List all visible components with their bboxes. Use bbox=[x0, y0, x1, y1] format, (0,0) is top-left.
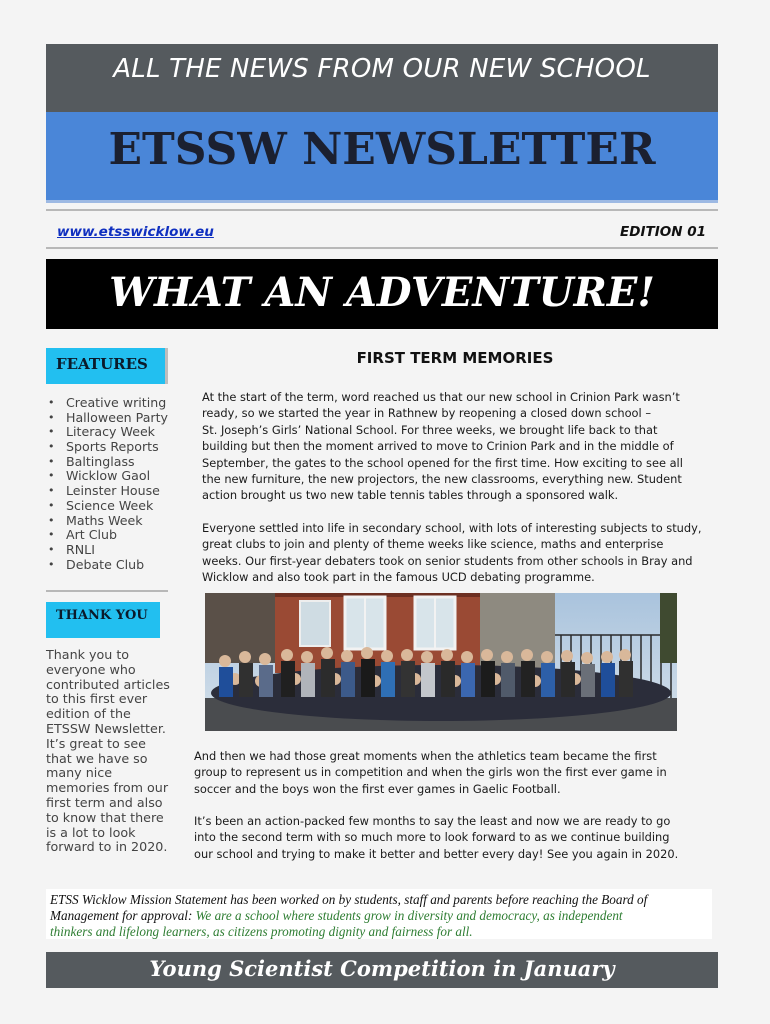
mission-intro-line-2: Management for approval: bbox=[50, 908, 196, 923]
text-line: to know that there bbox=[46, 809, 164, 825]
text-line: into the second term with so much more to look forward to as we continue building bbox=[194, 830, 670, 845]
article-paragraph-4 bbox=[194, 813, 678, 862]
thank-you-heading: THANK YOU bbox=[46, 602, 160, 638]
article-title: FIRST TERM MEMORIES bbox=[356, 349, 554, 367]
list-item: • Wicklow Gaol bbox=[46, 469, 168, 484]
text-line: memories from our bbox=[46, 780, 169, 796]
text-line: September, the gates to the school opened for the first time. How exciting to see all bbox=[202, 455, 683, 470]
text-line: to this first ever bbox=[46, 691, 148, 707]
newsletter-title: ETSSW NEWSLETTER bbox=[108, 124, 656, 175]
footer-banner-title: Young Scientist Competition in January bbox=[149, 956, 615, 981]
article-paragraph-3 bbox=[194, 748, 667, 797]
group-photo bbox=[205, 593, 677, 731]
text-line: forward to in 2020. bbox=[46, 839, 168, 855]
text-line: ready, so we started the year in Rathnew by reopening a closed down school – bbox=[202, 406, 652, 421]
text-line: everyone who bbox=[46, 661, 136, 677]
text-line: many nice bbox=[46, 765, 113, 781]
headline: WHAT AN ADVENTURE! bbox=[109, 269, 655, 316]
list-item: • Literacy Week bbox=[46, 425, 168, 440]
list-item: • Art Club bbox=[46, 528, 168, 543]
text-line: It’s been an action-packed few months to say the least and now we are ready to go bbox=[194, 814, 671, 828]
text-line: weeks. Our first-year debaters took on senior students from other schools in Bray and bbox=[202, 553, 693, 568]
divider-top bbox=[46, 209, 718, 211]
mission-quote-line-3: thinkers and lifelong learners, as citizens promoting dignity and fairness for all. bbox=[50, 924, 473, 939]
mission-quote-line-2: We are a school where students grow in diversity and democracy, as independent bbox=[195, 908, 623, 923]
headline-band bbox=[46, 259, 718, 329]
text-line: contributed articles bbox=[46, 676, 170, 692]
mission-text bbox=[50, 892, 710, 940]
article-paragraph-1 bbox=[202, 389, 683, 504]
list-item: • Baltinglass bbox=[46, 455, 168, 470]
newsletter-tagline: ALL THE NEWS FROM OUR NEW SCHOOL bbox=[113, 54, 651, 84]
text-line: that we have so bbox=[46, 750, 148, 766]
divider-bottom bbox=[46, 247, 718, 249]
website-link[interactable]: www.etsswicklow.eu bbox=[57, 224, 214, 240]
text-line: And then we had those great moments when the athletics team became the first bbox=[194, 749, 657, 763]
list-item: • Halloween Party bbox=[46, 411, 168, 426]
text-line: edition of the bbox=[46, 706, 131, 722]
text-line: our school and trying to make it better and better every day! See you again in 2020. bbox=[194, 846, 679, 861]
title-band bbox=[46, 112, 718, 203]
list-item: • Creative writing bbox=[46, 396, 168, 411]
text-line: action brought us two new table tennis tables through a sponsored walk. bbox=[202, 488, 619, 503]
text-line: great clubs to join and plenty of theme weeks like science, maths and enterprise bbox=[202, 537, 664, 552]
list-item: • Debate Club bbox=[46, 558, 168, 573]
top-banner bbox=[46, 44, 718, 112]
article-paragraph-2 bbox=[202, 520, 702, 586]
list-item: • Leinster House bbox=[46, 484, 168, 499]
features-heading: FEATURES bbox=[46, 348, 168, 384]
text-line: the new furniture, the new projectors, the new classrooms, everything new. Student bbox=[202, 472, 682, 487]
text-line: Thank you to bbox=[46, 647, 130, 662]
list-item: • Sports Reports bbox=[46, 440, 168, 455]
text-line: St. Joseph’s Girls’ National School. For three weeks, we brought life back to that bbox=[202, 422, 658, 437]
list-item: • RNLI bbox=[46, 543, 168, 558]
text-line: soccer and the boys won the first ever games in Gaelic Football. bbox=[194, 781, 561, 796]
text-line: Everyone settled into life in secondary school, with lots of interesting subjects to study, bbox=[202, 521, 702, 535]
text-line: is a lot to look bbox=[46, 824, 136, 840]
features-list bbox=[46, 396, 168, 572]
edition-label: EDITION 01 bbox=[620, 224, 706, 240]
text-line: group to represent us in competition and when the girls won the first ever game in bbox=[194, 765, 667, 780]
text-line: first term and also bbox=[46, 794, 163, 810]
mission-line-2 bbox=[50, 908, 710, 924]
list-item: • Maths Week bbox=[46, 514, 168, 529]
text-line: It’s great to see bbox=[46, 735, 146, 751]
thank-you-text bbox=[46, 648, 176, 855]
text-line: At the start of the term, word reached us that our new school in Crinion Park wasn’t bbox=[202, 390, 680, 404]
footer-banner bbox=[46, 952, 718, 988]
mission-intro-line-1: ETSS Wicklow Mission Statement has been worked on by students, staff and parents before reaching the Board of bbox=[50, 892, 648, 907]
list-item: • Science Week bbox=[46, 499, 168, 514]
text-line: ETSSW Newsletter. bbox=[46, 720, 166, 736]
sidebar-divider bbox=[46, 590, 168, 592]
group-photo-image bbox=[205, 593, 677, 731]
text-line: building but then the moment arrived to move to Crinion Park and in the middle of bbox=[202, 439, 674, 454]
mission-statement bbox=[46, 889, 712, 939]
text-line: Wicklow and also took part in the famous UCD debating programme. bbox=[202, 570, 595, 585]
